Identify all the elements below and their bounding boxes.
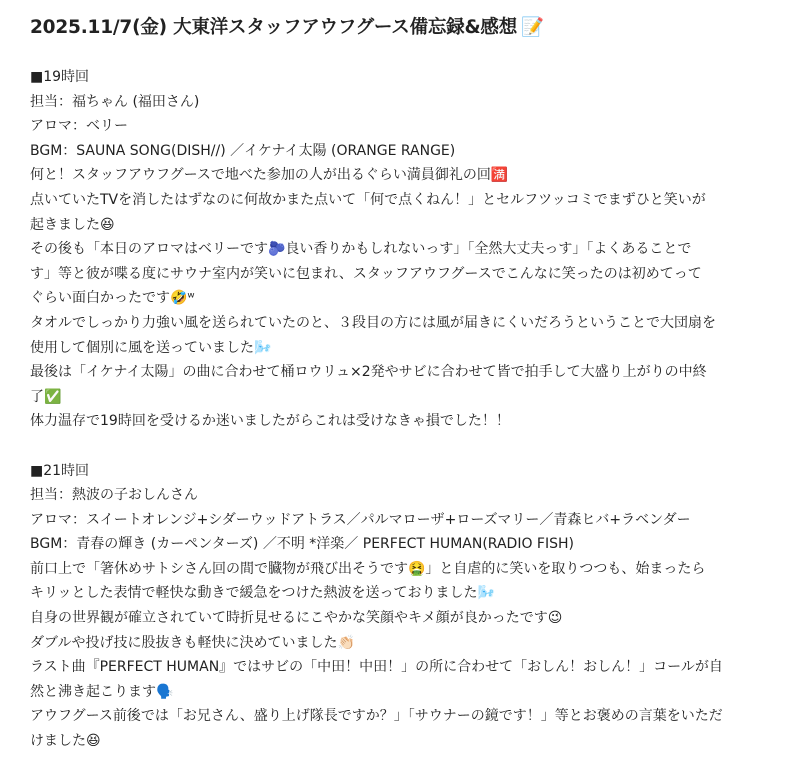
memo-line: ぐらい面白かったです🤣ʷ bbox=[30, 290, 195, 307]
memo-line: タオルでしっかり力強い風を送られていたのと、３段目の方には風が届きにくいだろうということで大団扇を bbox=[30, 314, 716, 331]
memo-line: 使用して個別に風を送っていました🌬️ bbox=[30, 339, 272, 356]
memo-icon: 📝 bbox=[521, 17, 544, 38]
memo-line: 然と沸き起こります🗣️ bbox=[30, 683, 174, 700]
memo-line: アロマ：スイートオレンジ+シダーウッドアトラス／パルマローザ+ローズマリー／青森ヒバ+ラベンダー bbox=[30, 511, 691, 528]
memo-line: BGM：青春の輝き (カーペンターズ) ／不明 *洋楽／ PERFECT HUMAN(RADIO FISH) bbox=[30, 536, 574, 553]
section-heading: ■19時回 bbox=[30, 69, 90, 85]
memo-line: 起きました😆 bbox=[30, 216, 115, 233]
memo-line: 了✅ bbox=[30, 388, 62, 405]
memo-line: ラスト曲『PERFECT HUMAN』ではサビの「中田！中田！」の所に合わせて「おしん！おしん！」コールが自 bbox=[30, 659, 723, 676]
memo-line: 点いていたTVを消したはずなのに何故かまた点いて「何で点くねん！」とセルフツッコミでまずひと笑いが bbox=[30, 191, 706, 208]
session-section-21 bbox=[30, 459, 800, 754]
memo-line: 最後は「イケナイ太陽」の曲に合わせて桶ロウリュ×2発やサビに合わせて皆で拍手して大盛り上がりの中終 bbox=[30, 364, 707, 381]
page-title bbox=[30, 14, 800, 41]
memo-line: 前口上で「箸休めサトシさん回の間で臓物が飛び出そうです🤮」と自虐的に笑いを取りつつも、始まったら bbox=[30, 560, 706, 577]
memo-line: けました😆 bbox=[30, 733, 101, 750]
memo-line: す」等と彼が喋る度にサウナ室内が笑いに包まれ、スタッフアウフグースでこんなに笑ったのは初めてって bbox=[30, 265, 702, 282]
memo-line: 何と！スタッフアウフグースで地べた参加の人が出るぐらい満員御礼の回🈵 bbox=[30, 167, 509, 184]
section-heading: ■21時回 bbox=[30, 462, 90, 479]
memo-line: アウフグース前後では「お兄さん、盛り上げ隊長ですか？」「サウナーの鏡です！」等とお褒めの言葉をいただ bbox=[30, 708, 723, 725]
page-title-text: 2025.11/7(金) 大東洋スタッフアウフグース備忘録&感想 bbox=[30, 17, 517, 38]
memo-line: BGM：SAUNA SONG(DISH//) ／イケナイ太陽 (ORANGE RANGE) bbox=[30, 142, 456, 159]
memo-line: その後も「本日のアロマはベリーです🫐良い香りかもしれないっす」「全然大丈夫っす」「よくあることで bbox=[30, 241, 692, 258]
session-section-19 bbox=[30, 65, 800, 434]
memo-body bbox=[30, 65, 800, 754]
memo-line: 体力温存で19時回を受けるか迷いましたがらこれは受けなきゃ損でした！！ bbox=[30, 413, 510, 430]
memo-line: 自身の世界観が確立されていて時折見せるにこやかな笑顔やキメ顔が良かったです😉 bbox=[30, 610, 563, 627]
memo-line: アロマ：ベリー bbox=[30, 118, 128, 135]
memo-line: キリッとした表情で軽快な動きで緩急をつけた熱波を送っておりました🌬️ bbox=[30, 585, 495, 602]
memo-line: 担当：熱波の子おしんさん bbox=[30, 487, 198, 504]
memo-line: ダブルや投げ技に股抜きも軽快に決めていました👏🏻 bbox=[30, 634, 355, 651]
memo-line: 担当：福ちゃん (福田さん) bbox=[30, 93, 200, 110]
